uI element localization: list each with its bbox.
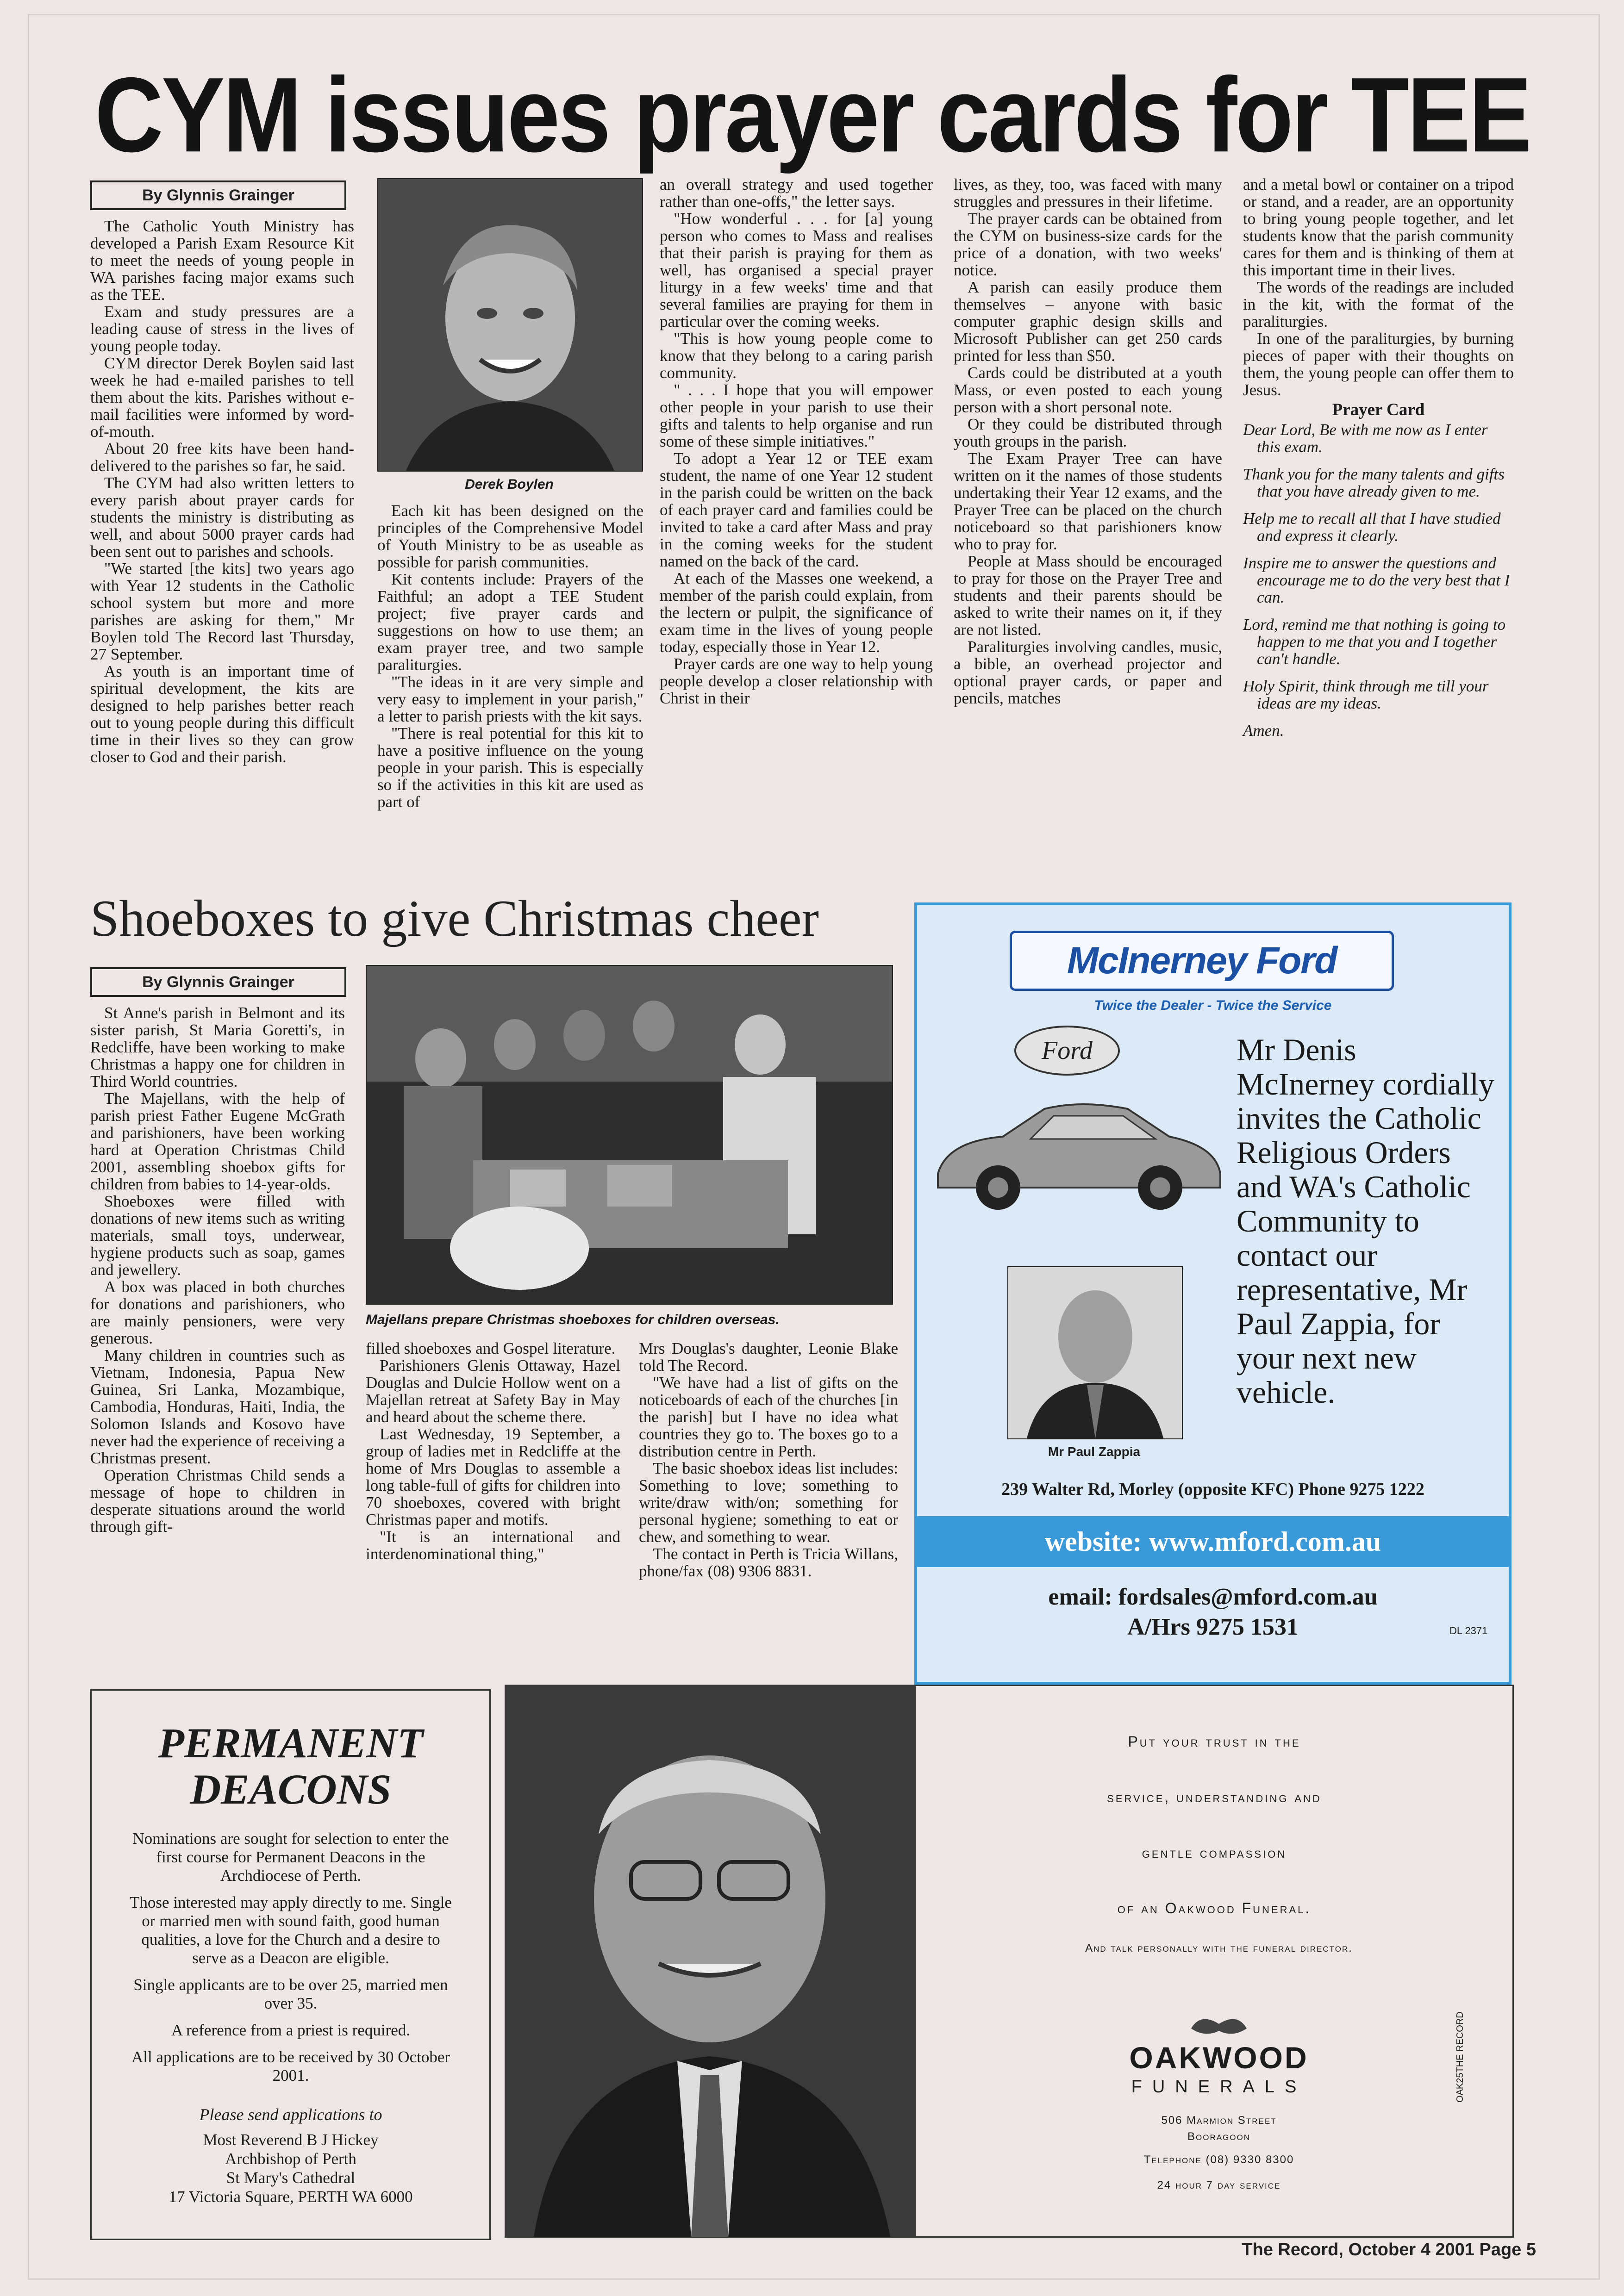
deacons-title-2: DEACONS (190, 1766, 392, 1813)
paragraph: People at Mass should be encouraged to pray for those on the Prayer Tree and students and their parents should be asked to write their names on it, if they are not listed. (954, 552, 1222, 639)
deacons-address-line: Archbishop of Perth (225, 2150, 356, 2168)
group-photo-image (367, 966, 892, 1304)
oak-leaf-icon (1187, 2010, 1251, 2042)
zappia-portrait (1008, 1267, 1182, 1438)
deacons-paragraph: All applications are to be received by 30 October 2001. (131, 2048, 450, 2084)
derek-boylen-photo (377, 178, 643, 472)
deacons-title-1: PERMANENT (158, 1719, 424, 1767)
oakwood-funerals-ad (505, 1685, 1514, 2238)
mcinerney-website[interactable]: website: www.mford.com.au (1044, 1526, 1381, 1557)
deacons-address-line: St Mary's Cathedral (226, 2169, 356, 2187)
page-footer: The Record, October 4 2001 Page 5 (1242, 2240, 1536, 2259)
paragraph: About 20 free kits have been hand-delivered to the parishes so far, he said. (90, 440, 354, 475)
paragraph: filled shoeboxes and Gospel literature. (366, 1339, 616, 1357)
paragraph: "There is real potential for this kit to have a positive influence on the young people in your parish. This is especially so if the activities in this kit are used as part of (377, 724, 643, 811)
deacons-paragraph: A reference from a priest is required. (171, 2021, 410, 2039)
paragraph: At each of the Masses one weekend, a member of the parish could explain, from the lectern or pulpit, the significance of exam time in the lives of young people today, especially those in Year 12. (660, 569, 933, 656)
article1-byline: By Glynnis Grainger (90, 180, 346, 210)
paragraph: Many children in countries such as Vietnam, Indonesia, Papua New Guinea, Sri Lanka, Mozambique, Cambodia, Honduras, Haiti, India, the Solomon Islands and Kosovo have never had the experience of receiving a Christmas present. (90, 1346, 345, 1467)
prayer-line: Lord, remind me that nothing is going to happen to me that you and I together can't handle. (1243, 616, 1506, 668)
deacons-address (92, 2130, 490, 2206)
mcinerney-afterhours: A/Hrs 9275 1531 (1127, 1614, 1299, 1640)
paragraph: Shoeboxes were filled with donations of new items such as writing materials, small toys, underwear, hygiene products such as soap, games and jewellery. (90, 1192, 345, 1279)
paragraph: Operation Christmas Child sends a message of hope to children in desperate situations around the world through gift- (90, 1466, 345, 1536)
paragraph: The Majellans, with the help of parish priest Father Eugene McGrath and parishioners, have been working hard at Operation Christmas Child 2001, assembling shoebox gifts for children from babies to 14-year-olds. (90, 1089, 345, 1193)
shoeboxes-headline: Shoeboxes to give Christmas cheer (90, 890, 819, 947)
paragraph: The Catholic Youth Ministry has developed a Parish Exam Resource Kit to meet the needs of young people in WA parishes facing major exams such as the TEE. (90, 217, 354, 304)
shoebox-photo (366, 965, 893, 1305)
paragraph: Mrs Douglas's daughter, Leonie Blake told The Record. (639, 1339, 898, 1375)
prayer-line: Dear Lord, Be with me now as I enter this exam. (1243, 421, 1488, 456)
mcinerney-ford-ad (914, 902, 1512, 1685)
mcinerney-logo: McInerney Ford (1067, 940, 1337, 982)
deacons-address-line: 17 Victoria Square, PERTH WA 6000 (169, 2188, 413, 2206)
deacons-send-to: Please send applications to (199, 2105, 382, 2124)
oakwood-code: OAK25THE RECORD (1455, 2011, 1465, 2103)
car-image (929, 1081, 1230, 1220)
paragraph: Parishioners Glenis Ottaway, Hazel Douglas and Dulcie Hollow went on a Majellan retreat at Safety Bay in May and heard about the scheme there. (366, 1356, 620, 1426)
mcinerney-message: Mr Denis McInerney cordially invites the Catholic Religious Orders and WA's Catholic Community to contact our representative, Mr Paul Zappia, for your next new vehicle. (1237, 1032, 1494, 1410)
oakwood-brand: OAKWOOD (1129, 2041, 1309, 2075)
ford-badge-text: Ford (1042, 1036, 1093, 1065)
paragraph: As youth is an important time of spiritual development, the kits are designed to help parishes better reach out to young people during this difficult time in their lives so they can grow closer to God and their parish. (90, 662, 354, 766)
paragraph: an overall strategy and used together rather than one-offs," the letter says. (660, 175, 933, 211)
main-headline: CYM issues prayer cards for TEE (94, 56, 1530, 174)
article1-col5 (1243, 176, 1514, 749)
article1-col1 (90, 218, 354, 765)
oakwood-text (916, 1714, 1513, 1936)
deacons-paragraph: Nominations are sought for selection to enter the first course for Permanent Deacons in the Archdiocese of Perth. (132, 1829, 449, 1885)
paragraph: The Exam Prayer Tree can have written on it the names of those students undertaking their Year 12 exams, and the Prayer Tree can be placed on the church noticeboard so that parishioners know who to pray for. (954, 449, 1222, 553)
prayer-line: Amen. (1243, 722, 1284, 740)
shoebox-photo-caption: Majellans prepare Christmas shoeboxes for children overseas. (366, 1312, 780, 1327)
article2-byline: By Glynnis Grainger (90, 967, 346, 997)
prayer-card-title: Prayer Card (1332, 400, 1425, 419)
oakwood-phone: Telephone (08) 9330 8300 (1143, 2153, 1294, 2166)
mcinerney-logo-box (1010, 931, 1394, 991)
oakwood-line: gentle compassion (1142, 1844, 1287, 1861)
paragraph: lives, as they, too, was faced with many struggles and pressures in their lifetime. (954, 175, 1222, 211)
derek-boylen-caption: Derek Boylen (465, 477, 554, 492)
article2-col3 (639, 1340, 898, 1580)
permanent-deacons-ad (90, 1689, 491, 2240)
paragraph: "It is an international and interdenominational thing," (366, 1528, 620, 1563)
mcinerney-address: 239 Walter Rd, Morley (opposite KFC) Phone 9275 1222 (1001, 1480, 1424, 1499)
mcinerney-website-bar (917, 1516, 1509, 1567)
deacons-body (124, 1829, 457, 2093)
oakwood-line: service, understanding and (1107, 1789, 1322, 1805)
ford-oval-badge (1014, 1026, 1120, 1076)
funeral-director-photo (506, 1686, 916, 2237)
deacons-paragraph: Single applicants are to be over 25, married men over 35. (133, 1976, 448, 2012)
paragraph: "We have had a list of gifts on the noticeboards of each of the churches [in the parish] but I have no idea what countries they go to. The boxes go to a distribution centre in Perth. (639, 1374, 898, 1460)
prayer-line: Inspire me to answer the questions and encourage me to do the very best that I can. (1243, 554, 1510, 606)
paragraph: A box was placed in both churches for donations and parishioners, who are mainly pensioners, were very generous. (90, 1278, 345, 1347)
paragraph: The CYM had also written letters to every parish about prayer cards for students the ministry is distributing as well, and about 5000 prayer cards had been sent out to parishes and schools. (90, 474, 354, 560)
paragraph: Last Wednesday, 19 September, a group of ladies met in Redcliffe at the home of Mrs Douglas to assemble a long table-full of gifts for children into 70 shoeboxes, covered with bright Christmas paper and motifs. (366, 1425, 620, 1529)
article1-col3 (660, 176, 933, 707)
paragraph: In one of the paraliturgies, by burning pieces of paper with their thoughts on them, the young people can offer them to Jesus. (1243, 330, 1514, 399)
paragraph: Prayer cards are one way to help young people develop a closer relationship with Christ in their (660, 655, 933, 707)
paragraph: The prayer cards can be obtained from the CYM on business-size cards for the price of a donation, with two weeks' notice. (954, 210, 1222, 279)
paragraph: Kit contents include: Prayers of the Faithful; an adopt a TEE Student project; five prayer cards and suggestions on how to use them; an exam prayer tree, and two sample paraliturgies. (377, 570, 643, 674)
paragraph: " . . . I hope that you will empower other people in your parish to use their gifts and talents to help organise and run some of these simple initiatives." (660, 381, 933, 450)
paragraph: Or they could be distributed through youth groups in the parish. (954, 415, 1222, 450)
oakwood-brand-sub: FUNERALS (1131, 2077, 1307, 2097)
article1-col4 (954, 176, 1222, 707)
prayer-line: Holy Spirit, think through me till your ideas are my ideas. (1243, 677, 1489, 712)
mcinerney-tagline: Twice the Dealer - Twice the Service (1094, 998, 1332, 1013)
paragraph: The words of the readings are included in the kit, with the format of the paraliturgies. (1243, 278, 1514, 330)
paul-zappia-caption: Mr Paul Zappia (1048, 1444, 1141, 1459)
oakwood-address1: 506 Marmion Street (1161, 2114, 1277, 2127)
paragraph: "This is how young people come to know that they belong to a caring parish community. (660, 330, 933, 382)
oakwood-line: of an Oakwood Funeral. (1117, 1900, 1312, 1916)
oakwood-line: Put your trust in the (1128, 1733, 1301, 1750)
paragraph: Cards could be distributed at a youth Mass, or even posted to each young person with a short personal note. (954, 364, 1222, 416)
paragraph: CYM director Derek Boylen said last week he had e-mailed parishes to tell them about the kits. Parishes without e-mail facilities were informed by word-of-mouth. (90, 354, 354, 441)
paragraph: Each kit has been designed on the principles of the Comprehensive Model of Youth Ministry to be as useable as possible for parish communities. (377, 502, 643, 571)
paragraph: The contact in Perth is Tricia Willans, phone/fax (08) 9306 8831. (639, 1545, 898, 1580)
mcinerney-code: DL 2371 (1449, 1625, 1488, 1636)
oakwood-address2: Booragoon (1187, 2130, 1251, 2143)
paragraph: St Anne's parish in Belmont and its sister parish, St Maria Goretti's, in Redcliffe, have been working to make Christmas a happy one for children in Third World countries. (90, 1004, 345, 1090)
oakwood-service: 24 hour 7 day service (1157, 2179, 1281, 2191)
portrait-image (378, 179, 642, 471)
deacons-address-line: Most Reverend B J Hickey (203, 2131, 379, 2149)
paul-zappia-photo (1007, 1266, 1183, 1439)
paragraph: A parish can easily produce them themselves – anyone with basic computer graphic design skills and Microsoft Publisher can get 250 cards printed for less than $50. (954, 278, 1222, 365)
prayer-line: Help me to recall all that I have studied and express it clearly. (1243, 510, 1501, 545)
article1-col2 (377, 502, 643, 810)
mcinerney-email[interactable]: email: fordsales@mford.com.au (1048, 1584, 1378, 1610)
article2-col1 (90, 1004, 345, 1535)
paragraph: "We started [the kits] two years ago with Year 12 students in the Catholic school system but more and more parishes are asking for them," Mr Boylen told The Record last Thursday, 27 September. (90, 560, 354, 663)
deacons-paragraph: Those interested may apply directly to me. Single or married men with sound faith, good human qualities, a love for the Church and a desire to serve as a Deacon are eligible. (130, 1893, 452, 1967)
paragraph: The basic shoebox ideas list includes: Something to love; something to write/draw with/on; something for personal hygiene; something to eat or chew, and something to wear. (639, 1459, 898, 1546)
paragraph: "The ideas in it are very simple and very easy to implement in your parish," a letter to parish priests with the kit says. (377, 673, 643, 725)
oakwood-talk: And talk personally with the funeral director. (1085, 1942, 1353, 1954)
paragraph: Paraliturgies involving candles, music, a bible, an overhead projector and optional prayer cards, or paper and pencils, matches (954, 638, 1222, 707)
paragraph: To adopt a Year 12 or TEE exam student, the name of one Year 12 student in the parish could be written on the back of each prayer card and families could be invited to take a card after Mass and pray in the coming weeks for the student named on the back of the card. (660, 449, 933, 570)
paragraph: and a metal bowl or container on a tripod or stand, and a reader, are an opportunity to bring young people together, and let students know that the parish community cares for them and is thinking of them at this important time in their lives. (1243, 175, 1514, 279)
prayer-line: Thank you for the many talents and gifts that you have already given to me. (1243, 465, 1505, 500)
article2-col2 (366, 1340, 620, 1562)
paragraph: Exam and study pressures are a leading cause of stress in the lives of young people today. (90, 303, 354, 355)
paragraph: "How wonderful . . . for [a] young person who comes to Mass and realises that their parish is praying for them as well, has organised a special prayer liturgy in a few weeks' time and that several families are praying for them in particular over the coming weeks. (660, 210, 933, 330)
